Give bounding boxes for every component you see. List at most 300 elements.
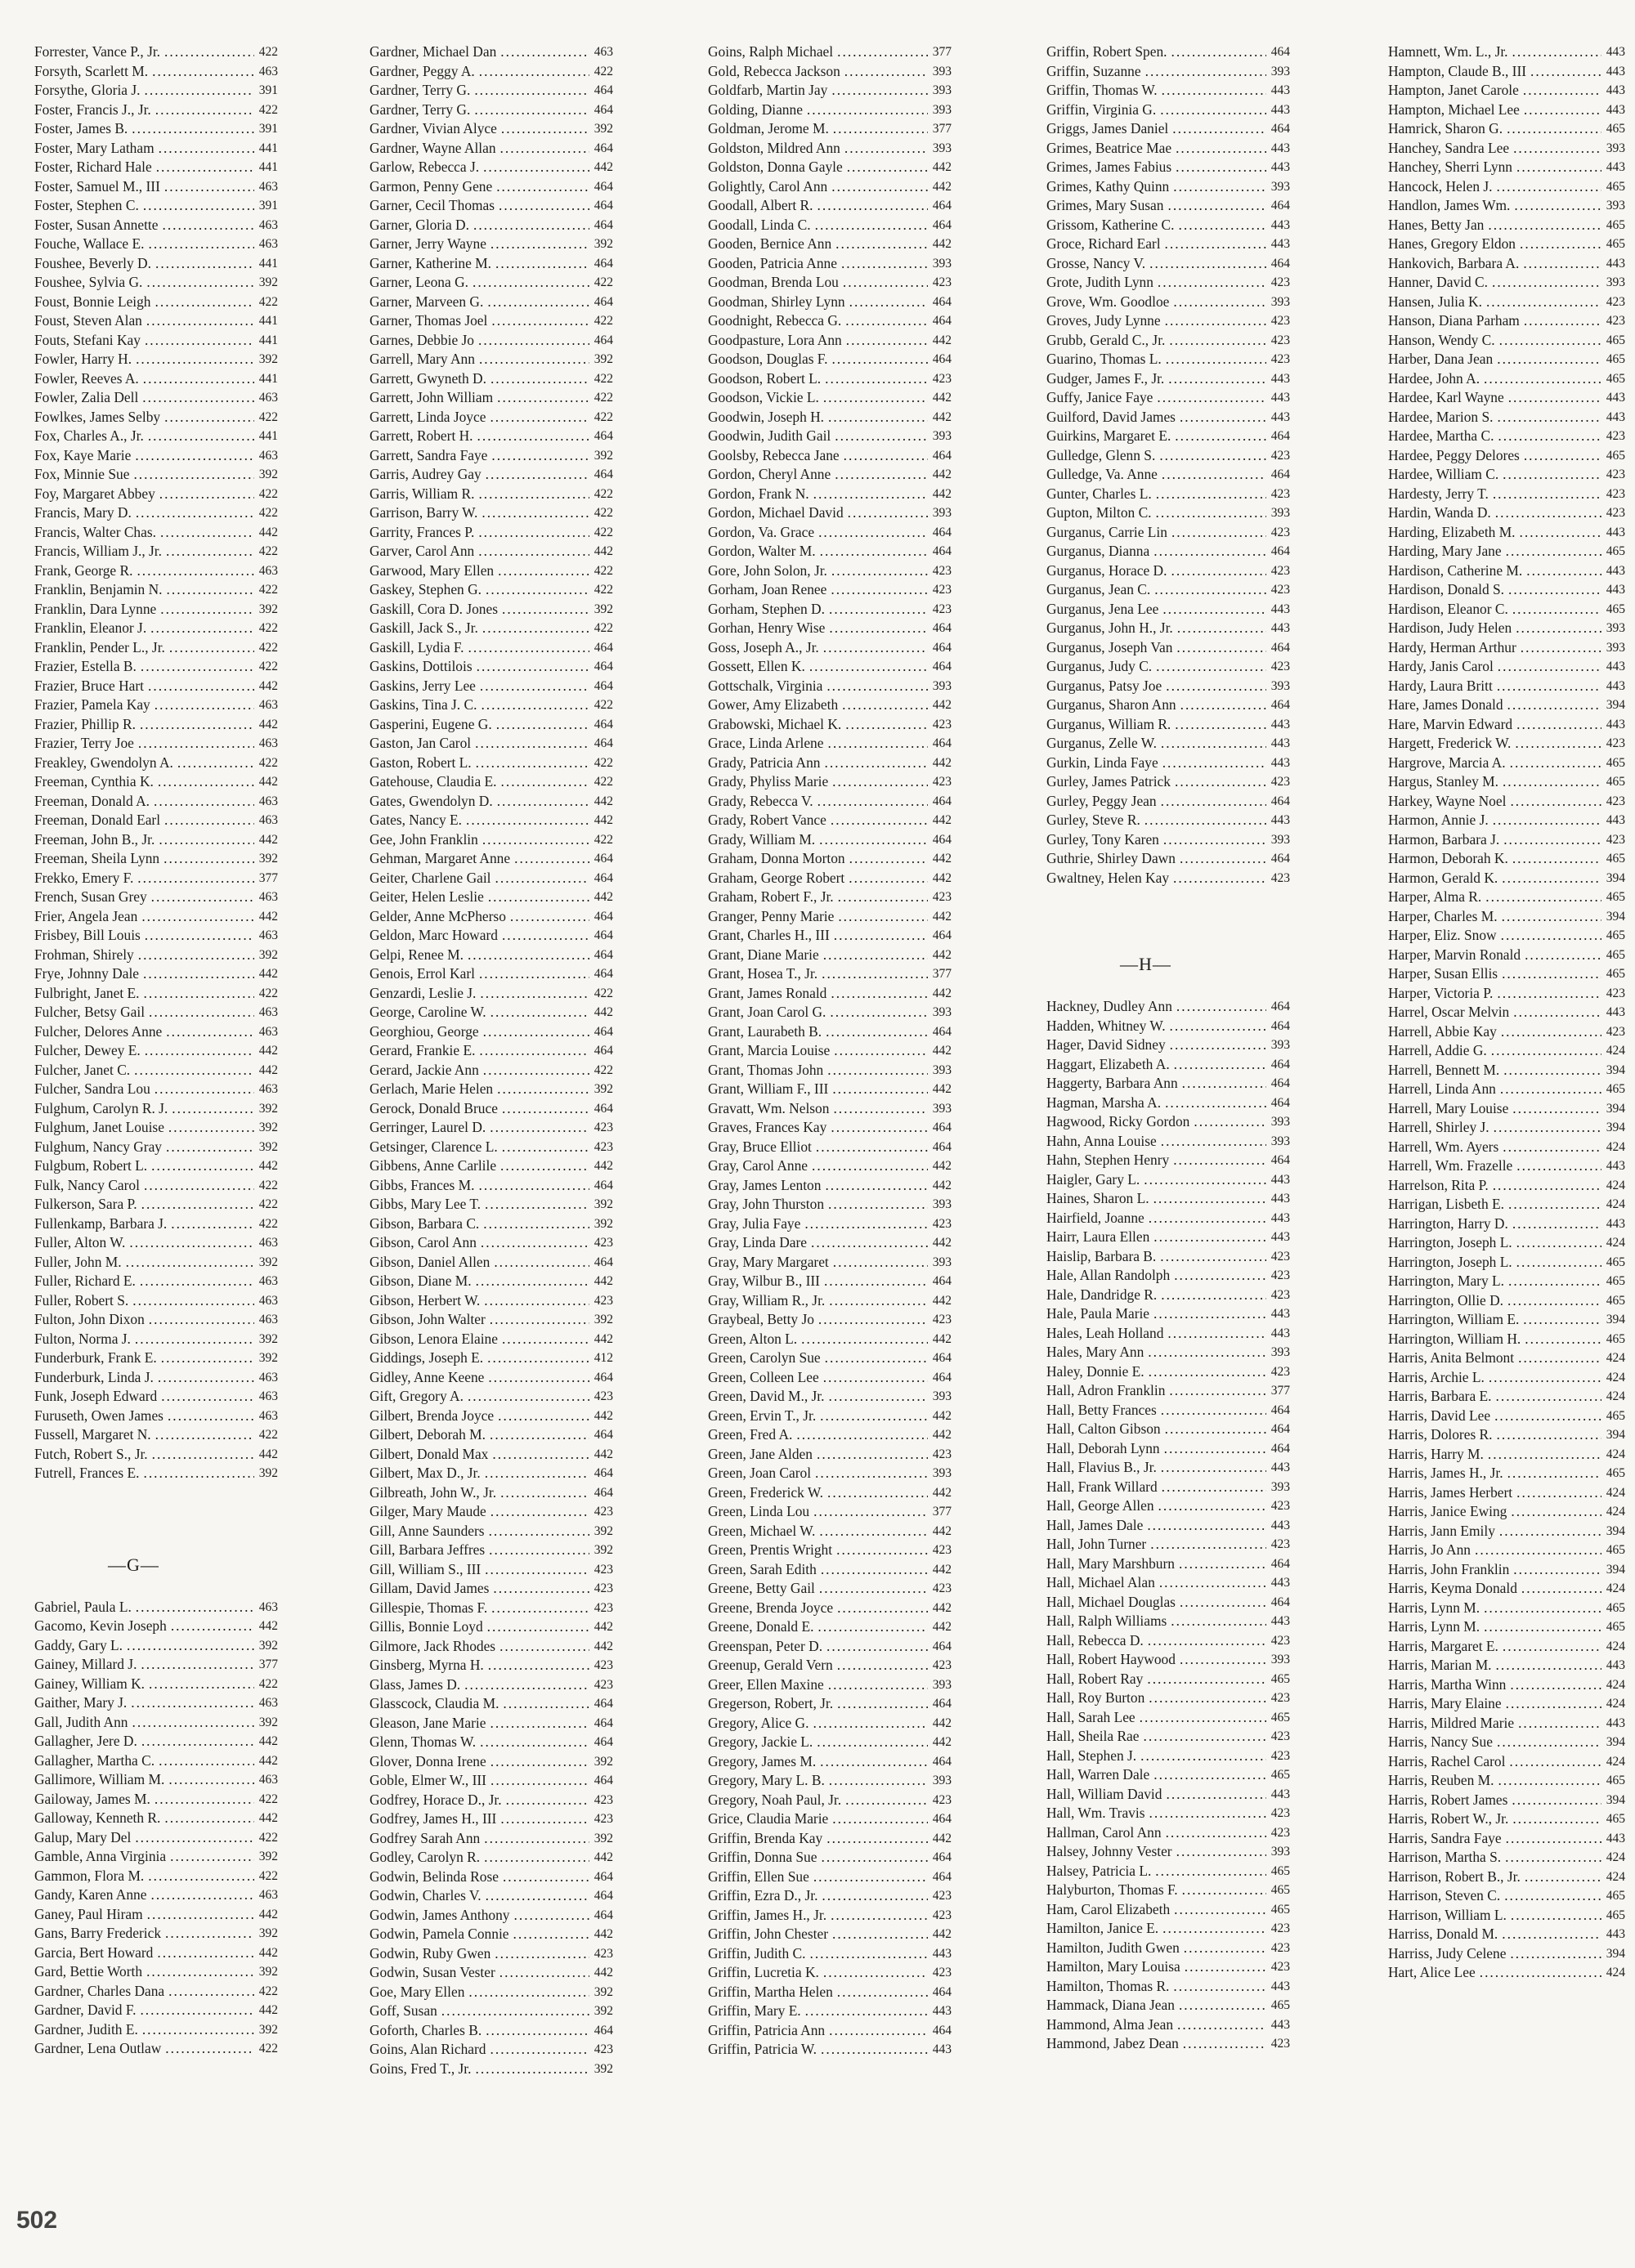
leader-dots [1523,1310,1601,1330]
entry-name: Graves, Frances Kay [708,1119,827,1135]
entry-page: 422 [258,506,278,520]
entry-page: 423 [1606,986,1625,1000]
leader-dots [826,1829,928,1849]
entry-name: Fuller, Richard E. [34,1273,136,1289]
leader-dots [501,119,589,139]
leader-dots [829,1291,928,1311]
entry-page: 393 [932,1197,952,1211]
index-entry [708,1195,952,1215]
entry-name: Fulbright, Janet E. [34,984,140,1001]
index-entry [1046,1151,1290,1170]
leader-dots [150,1886,253,1905]
entry-page: 393 [1606,621,1625,635]
entry-name: Hall, Robert Ray [1046,1670,1144,1687]
index-entry [708,830,952,850]
entry-page: 443 [1606,525,1625,539]
leader-dots [155,1425,254,1445]
index-entry [1388,1502,1625,1522]
entry-page: 393 [932,83,952,97]
entry-name: Harris, David Lee [1388,1407,1491,1424]
entry-page: 423 [1270,775,1290,789]
entry-page: 443 [1270,160,1290,174]
index-entry [370,1791,613,1810]
index-entry [370,1886,613,1906]
leader-dots [495,1944,589,1964]
leader-dots [135,1330,254,1349]
entry-name: Griffin, Ezra D., Jr. [708,1887,818,1903]
leader-dots [500,1809,589,1829]
leader-dots [1520,235,1601,254]
entry-name: Hardee, Marion S. [1388,408,1494,425]
leader-dots [171,1215,253,1234]
index-entry [1388,1368,1625,1388]
index-entry [1388,101,1625,120]
entry-page: 423 [932,1581,952,1595]
index-entry [1388,1022,1625,1042]
index-entry [34,1445,278,1465]
entry-name: Guirkins, Margaret E. [1046,427,1171,444]
leader-dots [1513,1560,1601,1580]
leader-dots [141,657,254,677]
entry-page: 423 [594,1293,613,1308]
entry-page: 443 [1270,813,1290,827]
entry-name: Genzardi, Leslie J. [370,984,477,1001]
entry-page: 442 [932,179,952,194]
leader-dots [497,792,589,812]
entry-name: Foster, Susan Annette [34,216,159,233]
leader-dots [1524,446,1601,466]
leader-dots [164,42,254,62]
leader-dots [1165,311,1266,331]
entry-page: 464 [594,717,613,731]
entry-name: Goodwin, Joseph H. [708,408,825,425]
index-entry [1388,715,1625,735]
leader-dots [502,926,589,946]
index-entry [34,1195,278,1215]
leader-dots [168,1407,254,1426]
entry-name: Green, Linda Lou [708,1503,810,1519]
entry-page: 442 [932,852,952,866]
index-entry [1388,158,1625,177]
leader-dots [1512,42,1601,62]
entry-page: 443 [1606,678,1625,693]
entry-page: 464 [932,1139,952,1154]
leader-dots [1180,849,1266,869]
index-entry [1046,81,1290,101]
entry-page: 442 [594,794,613,808]
index-entry [370,177,613,197]
entry-page: 441 [258,141,278,155]
entry-name: Gardner, Wayne Allan [370,139,496,156]
leader-dots [168,1770,253,1790]
entry-name: Hall, Robert Haywood [1046,1651,1176,1667]
index-entry [1388,1176,1625,1196]
leader-dots [1149,1209,1266,1228]
entry-page: 423 [932,775,952,789]
index-entry [1388,1617,1625,1637]
entry-name: Gorham, Stephen D. [708,600,825,617]
leader-dots [490,1714,589,1733]
leader-dots [152,1445,254,1465]
leader-dots [838,907,927,927]
entry-name: Gailoway, James M. [34,1790,150,1807]
index-entry [1388,1272,1625,1291]
leader-dots [466,811,589,830]
entry-page: 464 [1270,852,1290,866]
leader-dots [480,984,589,1004]
entry-page: 464 [932,1850,952,1864]
leader-dots [1507,1291,1601,1311]
leader-dots [1153,1228,1265,1247]
leader-dots [1160,1247,1265,1267]
index-entry [1388,331,1625,351]
entry-name: Hardison, Donald S. [1388,581,1505,597]
entry-page: 465 [1270,1863,1290,1878]
entry-page: 443 [932,2042,952,2056]
entry-name: Gilger, Mary Maude [370,1503,486,1519]
entry-page: 423 [1270,314,1290,328]
entry-page: 394 [1606,1313,1625,1326]
entry-name: Hall, Warren Dale [1046,1766,1150,1783]
entry-name: Frazier, Pamela Kay [34,696,150,713]
entry-name: Gelder, Anne McPherso [370,907,506,924]
entry-page: 465 [1606,1082,1625,1096]
entry-name: Gower, Amy Elizabeth [708,696,839,713]
entry-name: Gidley, Anne Keene [370,1368,485,1385]
entry-page: 442 [932,160,952,174]
entry-page: 464 [594,1178,613,1192]
index-entry [370,1349,613,1368]
leader-dots [500,1156,589,1176]
entry-page: 393 [1270,1115,1290,1129]
entry-name: Harriss, Donald M. [1388,1926,1498,1942]
entry-name: Harmon, Gerald K. [1388,869,1498,886]
entry-page: 393 [932,102,952,117]
leader-dots [827,734,927,754]
entry-name: Greenup, Gerald Vern [708,1657,833,1673]
entry-page: 443 [1270,409,1290,424]
index-entry [708,1809,952,1829]
index-entry [370,1156,613,1176]
index-entry [708,772,952,792]
index-entry [34,1425,278,1445]
index-column-2 [370,42,613,2078]
leader-dots [140,1272,254,1291]
entry-page: 443 [1270,1210,1290,1225]
leader-dots [1511,1906,1601,1926]
index-entry [34,1061,278,1080]
leader-dots [152,62,254,82]
entry-page: 443 [1606,1927,1625,1941]
entry-page: 464 [1270,429,1290,443]
leader-dots [819,1522,927,1541]
entry-page: 422 [594,371,613,386]
entry-name: Hanes, Betty Jan [1388,216,1485,233]
entry-name: Harris, Martha Winn [1388,1675,1507,1693]
entry-page: 393 [1270,1845,1290,1859]
leader-dots [834,1041,928,1061]
entry-name: Gandy, Karen Anne [34,1886,147,1903]
entry-name: Griffin, Ellen Sue [708,1868,809,1885]
entry-page: 422 [258,1868,278,1883]
leader-dots [818,792,928,812]
leader-dots [166,1022,253,1042]
entry-name: Harrell, Bennett M. [1388,1061,1500,1078]
entry-name: Funk, Joseph Edward [34,1388,158,1404]
leader-dots [807,101,928,120]
entry-page: 423 [932,1658,952,1672]
entry-name: Fullenkamp, Barbara J. [34,1215,168,1232]
leader-dots [159,1751,254,1771]
entry-name: Garwood, Mary Ellen [370,561,495,579]
leader-dots [1172,119,1266,139]
leader-dots [147,1905,254,1925]
leader-dots [1498,657,1601,677]
entry-name: Harding, Mary Jane [1388,543,1502,559]
index-entry [34,734,278,754]
entry-name: Geiter, Helen Leslie [370,888,484,905]
entry-name: Harrington, William H. [1388,1330,1521,1347]
entry-name: Freeman, Donald Earl [34,812,161,828]
index-entry [370,811,613,830]
entry-name: Gordon, Walter M. [708,543,816,559]
entry-name: Gray, Wilbur B., III [708,1273,820,1289]
entry-name: Griffin, Thomas W. [1046,82,1158,98]
leader-dots [837,1599,928,1618]
entry-name: Hahn, Anna Louise [1046,1132,1157,1149]
entry-page: 392 [594,122,613,136]
index-entry [708,254,952,274]
entry-name: Groce, Richard Earl [1046,235,1161,252]
entry-page: 423 [1270,525,1290,539]
entry-name: Hardy, Herman Arthur [1388,638,1516,655]
entry-page: 424 [1606,1044,1625,1058]
leader-dots [1503,465,1601,485]
index-entry [370,216,613,235]
leader-dots [821,1560,928,1580]
index-entry [34,273,278,293]
entry-page: 422 [594,391,613,405]
leader-dots [1503,772,1601,792]
entry-name: Gulledge, Va. Anne [1046,466,1158,482]
entry-name: Frazier, Phillip R. [34,715,136,732]
index-entry [1046,446,1290,466]
leader-dots [490,235,589,254]
leader-dots [479,350,589,369]
index-entry [370,638,613,658]
index-entry [1388,1791,1625,1810]
entry-page: 463 [258,813,278,827]
index-entry [1388,1963,1625,1983]
index-entry [34,1349,278,1368]
entry-name: Haines, Sharon L. [1046,1190,1149,1206]
entry-name: Gates, Nancy E. [370,812,462,828]
index-entry [1388,964,1625,984]
leader-dots [812,1156,928,1176]
entry-name: Gee, John Franklin [370,830,478,848]
leader-dots [1163,830,1266,850]
entry-page: 464 [594,1044,613,1058]
leader-dots [468,946,589,965]
entry-name: Gurganus, Horace D. [1046,561,1167,579]
leader-dots [832,1080,927,1099]
index-entry [1046,1132,1290,1152]
index-entry [1046,561,1290,581]
index-entry [1046,1747,1290,1766]
entry-page: 465 [1606,928,1625,942]
index-entry [708,638,952,658]
leader-dots [146,311,254,331]
entry-page: 392 [594,1082,613,1096]
index-entry [1046,369,1290,389]
leader-dots [483,158,589,177]
entry-page: 441 [258,429,278,443]
leader-dots [138,734,254,754]
leader-dots [144,81,253,101]
leader-dots [491,446,589,466]
entry-page: 465 [1606,1466,1625,1480]
entry-page: 465 [1606,775,1625,789]
index-entry [1046,754,1290,773]
leader-dots [1509,1752,1601,1772]
leader-dots [482,503,589,523]
entry-page: 464 [594,967,613,981]
entry-page: 442 [932,1236,952,1250]
index-entry [708,1156,952,1176]
index-entry [34,1291,278,1311]
entry-name: Frohman, Shirely [34,946,134,963]
entry-page: 422 [594,506,613,520]
entry-name: Harris, Archie L. [1388,1368,1485,1385]
index-entry [708,1886,952,1906]
entry-name: Golding, Dianne [708,101,803,118]
entry-page: 443 [1270,391,1290,405]
leader-dots [1174,1266,1266,1286]
entry-page: 393 [1270,1479,1290,1494]
entry-page: 464 [594,928,613,942]
index-entry [1388,1138,1625,1157]
entry-name: Guarino, Thomas L. [1046,351,1162,367]
leader-dots [828,1675,928,1695]
entry-name: Freeman, Cynthia K. [34,773,154,790]
entry-name: Gray, James Lenton [708,1176,822,1193]
entry-name: Gill, Barbara Jeffres [370,1541,486,1558]
leader-dots [477,427,589,446]
leader-dots [1485,888,1601,907]
leader-dots [1144,1170,1266,1190]
entry-name: Garner, Marveen G. [370,293,484,310]
entry-page: 463 [258,1024,278,1039]
entry-name: Frazier, Estella B. [34,658,137,674]
entry-name: Gerringer, Laurel D. [370,1119,486,1135]
entry-page: 392 [594,1313,613,1326]
entry-name: Gardner, David F. [34,2002,137,2018]
entry-name: Gurganus, Carrie Lin [1046,523,1167,540]
leader-dots [164,849,254,869]
entry-name: Hanes, Gregory Eldon [1388,235,1516,252]
index-entry [1388,1003,1625,1022]
leader-dots [1484,1599,1601,1618]
entry-page: 442 [932,486,952,501]
index-entry [708,1541,952,1560]
section-spacer [34,1483,278,1532]
entry-name: Harding, Elizabeth M. [1388,523,1516,540]
entry-name: Harrington, Joseph L. [1388,1234,1512,1250]
entry-page: 422 [594,275,613,289]
index-entry [34,311,278,331]
entry-page: 392 [258,1638,278,1653]
entry-name: Fulghum, Janet Louise [34,1119,164,1135]
leader-dots [1521,1579,1601,1599]
leader-dots [489,1522,589,1541]
index-entry [34,1407,278,1426]
entry-page: 442 [932,1716,952,1730]
entry-name: Foust, Bonnie Leigh [34,293,151,310]
leader-dots [149,1310,254,1330]
entry-page: 464 [932,1121,952,1134]
leader-dots [1510,792,1601,812]
entry-page: 393 [932,256,952,271]
leader-dots [1502,869,1601,888]
leader-dots [148,235,253,254]
entry-page: 464 [932,294,952,309]
leader-dots [1173,1977,1265,1997]
entry-name: Harrell, Wm. Ayers [1388,1138,1499,1155]
entry-name: Harrell, Wm. Frazelle [1388,1157,1513,1174]
leader-dots [485,1464,589,1483]
index-entry [34,235,278,254]
entry-name: Francis, Walter Chas. [34,523,156,540]
entry-page: 392 [258,852,278,866]
entry-page: 463 [258,448,278,463]
entry-page: 443 [1270,1518,1290,1532]
leader-dots [801,1330,928,1349]
entry-page: 424 [1606,1966,1625,1979]
entry-page: 464 [594,1370,613,1385]
leader-dots [832,772,928,792]
leader-dots [172,1099,253,1119]
index-entry [370,485,613,504]
leader-dots [1171,42,1265,62]
entry-page: 443 [932,2004,952,2018]
entry-name: Harrell, Abbie Kay [1388,1022,1497,1040]
leader-dots [1516,158,1601,177]
leader-dots [135,1828,253,1848]
entry-page: 392 [258,947,278,962]
entry-name: Grissom, Katherine C. [1046,216,1175,233]
leader-dots [831,81,927,101]
entry-name: Garlow, Rebecca J. [370,159,480,175]
entry-name: Hampton, Claude B., III [1388,62,1527,79]
entry-page: 423 [1270,1537,1290,1551]
entry-page: 443 [1270,755,1290,770]
index-entry [1046,1977,1290,1997]
leader-dots [144,1176,254,1196]
index-entry [708,216,952,235]
index-entry [1046,523,1290,543]
index-entry [1388,1041,1625,1061]
leader-dots [1148,1631,1266,1651]
entry-page: 393 [1270,1134,1290,1148]
entry-name: Fussell, Margaret N. [34,1426,151,1443]
leader-dots [826,1637,928,1657]
entry-name: Gardner, Terry G. [370,101,471,118]
entry-name: Franklin, Eleanor J. [34,620,147,636]
index-entry [1388,81,1625,101]
leader-dots [486,1886,589,1906]
entry-name: Gillespie, Thomas F. [370,1599,488,1616]
index-entry [708,677,952,696]
